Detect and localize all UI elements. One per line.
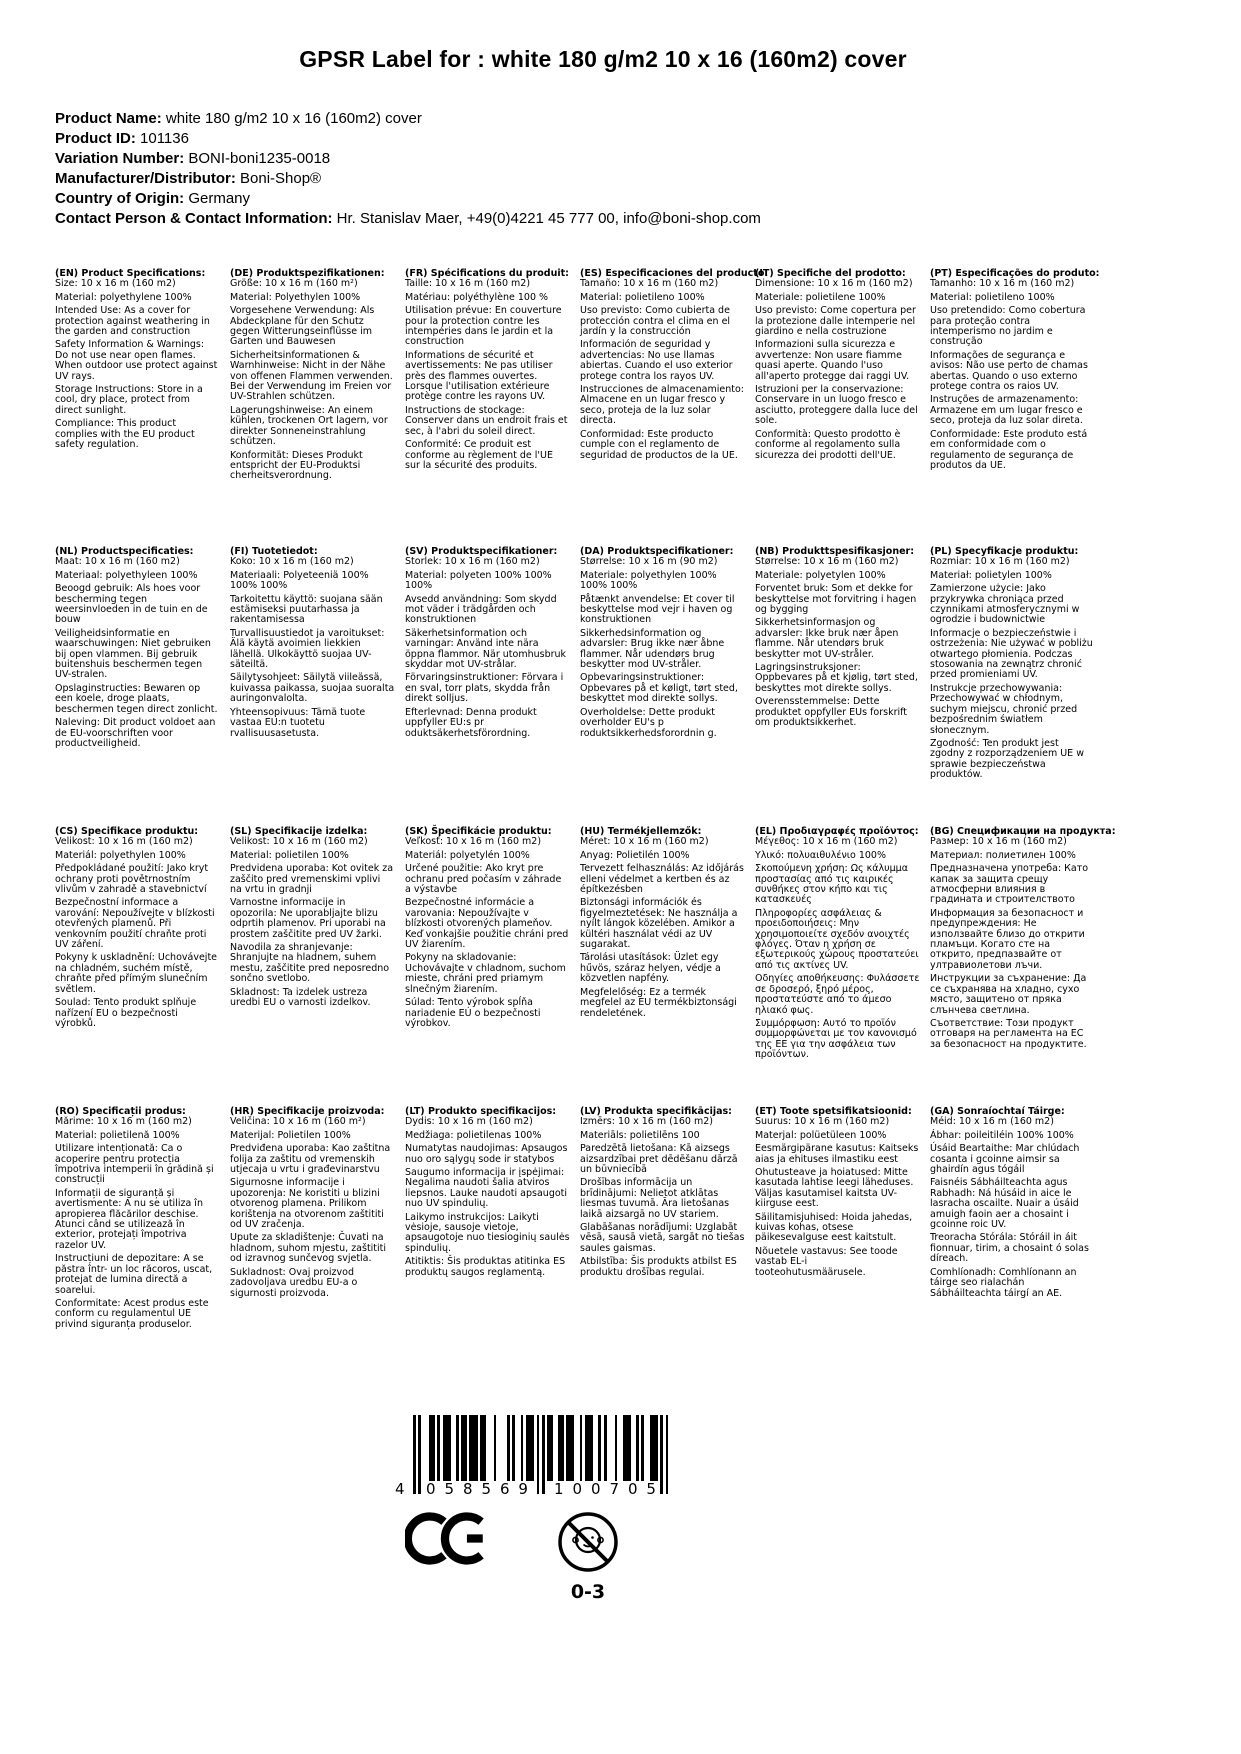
spec-paragraph: Sigurnosne informacije i upozorenja: Ne koristiti u blizini otvorenog plamena. Prilikom korištenja na otvorenom zaštititi od UV zračenja.: [230, 1177, 384, 1231]
spec-paragraph: Size: 10 x 16 m (160 m2): [55, 278, 176, 290]
product-info-row: [55, 129, 1241, 149]
spec-block-title: (RO) Specificații produs:: [55, 1106, 186, 1117]
spec-paragraph: Informations de sécurité et avertissements: Ne pas utiliser près des flammes ouvertes. Lorsque l'utilisation extérieure protège contre les rayons UV.: [405, 349, 553, 403]
spec-paragraph: Zamierzone użycie: Jako przykrywka chroniąca przed czynnikami atmosferycznymi w ogrodzie i budownictwie: [930, 583, 1080, 626]
spec-paragraph: Säilytysohjeet: Säilytä viileässä, kuivassa paikassa, suojaa suoralta auringonvalolta.: [230, 672, 395, 705]
spec-paragraph: Πληροφορίες ασφάλειας & προειδοποιήσεις: Μην χρησιμοποιείτε σχεδόν ανοιχτές φλόγες. Όταν η χρήση σε εξωτερικούς χώρους προστατεύει από τις ακτίνες UV.: [755, 907, 919, 971]
spec-paragraph: Compliance: This product complies with the EU product safety regulation.: [55, 418, 195, 451]
spec-paragraph: Rozmiar: 10 x 16 m (160 m2): [930, 556, 1070, 568]
spec-paragraph: Lagringsinstruksjoner: Oppbevares på et kjølig, tørt sted, beskyttes mot direkte sollys.: [755, 662, 918, 694]
barcode-digit: 5: [646, 1480, 656, 1498]
product-info-row: [55, 209, 1241, 229]
spec-paragraph: Velikost: 10 x 16 m (160 m2): [55, 836, 193, 848]
spec-paragraph: Tamaño: 10 x 16 m (160 m2): [580, 278, 719, 290]
spec-block-title: (PT) Especificações do produto:: [930, 268, 1100, 279]
spec-paragraph: Opslaginstructies: Bewaren op een koele, droge plaats, beschermen tegen direct zonlicht.: [55, 682, 218, 715]
spec-block-title: (PL) Specyfikacje produktu:: [930, 546, 1079, 557]
spec-block-es: [580, 268, 769, 547]
spec-block-title: (HR) Specifikacije proizvoda:: [230, 1106, 385, 1117]
spec-block-title: (SV) Produktspecifikationer:: [405, 546, 558, 557]
spec-paragraph: Υλικό: πολυαιθυλένιο 100%: [755, 849, 886, 861]
spec-block-title: (DE) Produktspezifikationen:: [230, 268, 385, 279]
spec-paragraph: Upute za skladištenje: Čuvati na hladnom, suhom mjestu, zaštititi od izravnog sunčevog svjetla.: [230, 1232, 387, 1265]
product-info-row: [55, 169, 1241, 189]
spec-paragraph: Informazioni sulla sicurezza e avvertenze: Non usare fiamme quasi aperte. Quando l'uso all'aperto protegge dai raggi UV.: [755, 339, 910, 382]
spec-paragraph: Súlad: Tento výrobok spĺňa nariadenie EÚ o bezpečnosti výrobkov.: [405, 997, 541, 1029]
spec-paragraph: Conformité: Ce produit est conforme au règlement de l'UE sur la sécurité des produits.: [405, 439, 553, 471]
spec-block-en: [55, 269, 220, 547]
spec-paragraph: Dydis: 10 x 16 m (160 m2): [405, 1116, 533, 1128]
product-info-label: Manufacturer/Distributor:: [55, 170, 236, 187]
product-info-label: Country of Origin:: [55, 190, 185, 207]
spec-paragraph: Koko: 10 x 16 m (160 m2): [230, 556, 354, 568]
barcode-digit: 5: [444, 1480, 455, 1498]
spec-paragraph: Material: polietilen 100%: [230, 849, 349, 861]
spec-paragraph: Medžiaga: polietilenas 100%: [405, 1129, 542, 1141]
spec-paragraph: Размер: 10 x 16 m (160 m2): [930, 836, 1067, 848]
product-info-row: [55, 149, 1241, 169]
spec-paragraph: Instructions de stockage: Conserver dans un endroit frais et sec, à l'abri du soleil direct.: [405, 404, 568, 437]
spec-paragraph: Veiligheidsinformatie en waarschuwingen: Niet gebruiken bij open vlammen. Bij gebruik buitenshuis beschermen tegen UV-stralen.: [55, 627, 211, 681]
spec-paragraph: Pokyny k uskladnění: Uchovávejte na chladném, suchém místě, chraňte před přímým slunečním světlem.: [55, 952, 218, 995]
spec-paragraph: Säilitamisjuhised: Hoida jahedas, kuivas kohas, otsese päikesevalguse eest kaitstult.: [755, 1211, 913, 1244]
spec-block-title: (FR) Spécifications du produit:: [405, 268, 569, 279]
spec-paragraph: Saugumo informacija ir įspėjimai: Negalima naudoti šalia atviros liepsnos. Lauke naudoti apsaugoti nuo UV spindulių.: [405, 1167, 568, 1210]
spec-paragraph: Materiaali: Polyeteeniä 100% 100% 100%: [230, 569, 369, 592]
spec-paragraph: Megfelelőség: Ez a termék megfelel az EU termékbiztonsági rendeletének.: [580, 986, 737, 1019]
spec-paragraph: Conformità: Questo prodotto è conforme al regolamento sulla sicurezza dei prodotti dell'UE.: [755, 428, 901, 461]
spec-paragraph: Veľkosť: 10 x 16 m (160 m2): [405, 836, 542, 848]
spec-paragraph: Naleving: Dit product voldoet aan de EU-voorschriften voor productveiligheid.: [55, 717, 216, 749]
spec-paragraph: Uso pretendido: Como cobertura para proteção contra intemperismo no jardim e construção: [930, 305, 1086, 348]
spec-paragraph: Lagerungshinweise: An einem kühlen, trockenen Ort lagern, vor direkter Sonneneinstrahlung schützen.: [230, 404, 388, 448]
spec-paragraph: Förvaringsinstruktioner: Förvara i en sval, torr plats, skydda från direkt solljus.: [405, 672, 564, 705]
spec-paragraph: Materiál: polyetylén 100%: [405, 849, 530, 861]
product-info-value: Germany: [184, 190, 251, 207]
spec-block-title: (FI) Tuotetiedot:: [230, 546, 318, 557]
spec-paragraph: Paredzētā lietošana: Kā aizsegs aizsardzībai pret dēdēšanu dārzā un būvniecībā: [580, 1143, 738, 1176]
barcode-right-digits: [554, 1480, 656, 1498]
spec-paragraph: Материал: полиетилен 100%: [930, 849, 1076, 861]
spec-paragraph: Forventet bruk: Som et dekke for beskyttelse mot forvitring i hagen og bygging: [755, 583, 917, 616]
spec-paragraph: Συμμόρφωση: Αυτό το προϊόν συμμορφώνεται με τον κανονισμό της ΕΕ για την ασφάλεια των προϊόντων.: [755, 1017, 917, 1061]
spec-paragraph: Materiale: polyetylen 100%: [755, 569, 886, 581]
spec-block-fr: [405, 269, 570, 547]
spec-paragraph: Izmērs: 10 x 16 m (160 m2): [580, 1116, 713, 1128]
spec-paragraph: Overholdelse: Dette produkt overholder EU's p roduktsikkerhedsforordnin g.: [580, 706, 717, 739]
spec-paragraph: Laikymo instrukcijos: Laikyti vėsioje, sausoje vietoje, apsaugotoje nuo tiesioginių saulės spindulių.: [405, 1211, 570, 1254]
spec-paragraph: Uso previsto: Come copertura per la protezione dalle intemperie nel giardino e nella costruzione: [755, 305, 916, 338]
spec-paragraph: Storlek: 10 x 16 m (160 m2): [405, 556, 540, 568]
spec-paragraph: Material: polyethylene 100%: [55, 291, 192, 303]
barcode-digit: 0: [572, 1480, 583, 1498]
spec-paragraph: Storage Instructions: Store in a cool, dry place, protect from direct sunlight.: [55, 384, 203, 416]
spec-paragraph: Numatytas naudojimas: Apsaugos nuo oro sąlygų sode ir statybos: [405, 1143, 568, 1165]
spec-block-hu: [580, 827, 745, 1107]
spec-paragraph: Material: polietilenă 100%: [55, 1129, 180, 1141]
spec-block-sv: [405, 547, 570, 827]
spec-block-nb: [755, 547, 920, 827]
spec-block-cs: [55, 827, 220, 1107]
spec-paragraph: Materiāls: polietilēns 100: [580, 1129, 700, 1141]
spec-paragraph: Skladnost: Ta izdelek ustreza uredbi EU o varnosti izdelkov.: [230, 986, 371, 1009]
spec-block-el: [755, 827, 920, 1107]
spec-paragraph: Οδηγίες αποθήκευσης: Φυλάσσετε σε δροσερό, ξηρό μέρος, προστατεύστε από το άμεσο ηλιακό φως.: [755, 973, 920, 1016]
spec-paragraph: Tervezett felhasználás: Az időjárás elleni védelmet a kertben és az építkezésben: [580, 863, 744, 896]
spec-paragraph: Určené použitie: Ako kryt pre ochranu pred počasím v záhrade a výstavbe: [405, 863, 562, 896]
spec-paragraph: Treoracha Stórála: Stóráil in áit fionnuar, tirim, a chosaint ó solas díreach.: [930, 1232, 1089, 1265]
spec-paragraph: Turvallisuustiedot ja varoitukset: Älä käytä avoimien liekkien lähellä. Ulkokäyttö suojaa UV-säteiltä.: [230, 627, 385, 671]
spec-paragraph: Информация за безопасност и предупреждения: Не използвайте близо до открити пламъци. Когато сте на открито, предпазвайте от ултравиолетови лъчи.: [930, 907, 1085, 971]
spec-paragraph: Инструкции за съхранение: Да се съхранява на хладно, сухо място, защитено от пряка слънчева светлина.: [930, 973, 1087, 1016]
spec-paragraph: Sukladnost: Ovaj proizvod zadovoljava uredbu EU-a o sigurnosti proizvoda.: [230, 1266, 358, 1299]
spec-paragraph: Materiál: polyethylen 100%: [55, 849, 186, 861]
spec-block-title: (LV) Produkta specifikācijas:: [580, 1106, 732, 1117]
spec-paragraph: Tamanho: 10 x 16 m (160 m2): [930, 278, 1075, 290]
product-info-label: Product Name:: [55, 110, 162, 127]
spec-paragraph: Sicherheitsinformationen & Warnhinweise: Nicht in der Nähe von offenen Flammen verwenden. Bei der Verwendung im Freien vor UV-Strahlen schützen.: [230, 349, 393, 403]
spec-paragraph: Taille: 10 x 16 m (160 m2): [405, 278, 531, 290]
spec-paragraph: Úsáid Beartaithe: Mar chlúdach cosanta i gcoinne aimsir sa ghairdín agus tógáil: [930, 1143, 1080, 1176]
barcode-digit: 6: [499, 1480, 510, 1498]
barcode-bar: [666, 1415, 669, 1494]
barcode-digit: 1: [554, 1480, 564, 1498]
spec-paragraph: Glabāšanas norādījumi: Uzglabāt vēsā, sausā vietā, sargāt no tiešas saules gaismas.: [580, 1222, 745, 1254]
spec-block-sl: [230, 827, 395, 1107]
spec-paragraph: Ábhar: poileitiléin 100% 100%: [930, 1129, 1074, 1141]
spec-paragraph: Información de seguridad y advertencias: No use llamas abiertas. Cuando el uso exterior protege contra los rayos UV.: [580, 339, 733, 382]
spec-paragraph: Comhlíonadh: Comhlíonann an táirge seo rialachán Sábháilteachta táirgí an AE.: [930, 1266, 1077, 1299]
spec-paragraph: Material: polietileno 100%: [930, 291, 1055, 303]
product-info-value: Boni-Shop®: [235, 170, 322, 187]
spec-paragraph: Utilisation prévue: En couverture pour la protection contre les intempéries dans le jardin et la construction: [405, 305, 562, 348]
spec-paragraph: Material: Polyethylen 100%: [230, 291, 361, 303]
spec-block-title: (GA) Sonraíochtaí Táirge:: [930, 1106, 1065, 1117]
barcode-first-digit: 4: [395, 1480, 405, 1498]
spec-paragraph: Mărime: 10 x 16 m (160 m2): [55, 1116, 192, 1128]
spec-block-title: (EN) Product Specifications:: [55, 268, 206, 279]
barcode: [395, 1415, 670, 1501]
barcode-digit: 7: [609, 1480, 619, 1498]
page-title: GPSR Label for : white 180 g/m2 10 x 16 (160m2) cover: [299, 46, 907, 72]
spec-paragraph: Instrucțiuni de depozitare: A se păstra într- un loc răcoros, uscat, protejat de lumina directă a soarelui.: [55, 1253, 213, 1296]
spec-block-pt: [930, 268, 1100, 547]
spec-paragraph: Tarkoitettu käyttö: suojana sään estämiseksi puutarhassa ja rakentamisessa: [230, 593, 383, 626]
spec-paragraph: Predviđena uporaba: Kao zaštitna folija za zaštitu od vremenskih utjecaja u vrtu i građevinarstvu: [230, 1143, 391, 1176]
product-info-row: [55, 189, 1241, 209]
spec-paragraph: Anyag: Polietilén 100%: [580, 849, 690, 861]
spec-paragraph: Bezpečnostné informácie a varovania: Nepoužívajte v blízkosti otvorených plameňov. Keď vonkajšie použitie chráni pred UV žiarením.: [405, 897, 569, 951]
spec-paragraph: Utilizare intenționată: Ca o acoperire pentru protecția împotriva intemperii în grădină și construcții: [55, 1143, 214, 1186]
barcode-digit: 9: [518, 1480, 528, 1498]
product-info-row: [55, 109, 1241, 129]
product-info-label: Variation Number:: [55, 150, 185, 167]
spec-paragraph: Material: polietileno 100%: [580, 291, 705, 303]
spec-paragraph: Instrucciones de almacenamiento: Almacene en un lugar fresco y seco, proteja de la luz solar directa.: [580, 384, 744, 427]
spec-paragraph: Ohutusteave ja hoiatused: Mitte kasutada lahtise leegi läheduses. Väljas kasutamisel kaitsta UV-kiirguse eest.: [755, 1167, 914, 1210]
spec-paragraph: Materiale: polietilene 100%: [755, 291, 886, 303]
spec-paragraph: Předpokládané použití: Jako kryt ochrany proti povětrnostním vlivům v zahradě a stavebnictví: [55, 863, 209, 896]
spec-paragraph: Съответствие: Този продукт отговаря на регламента на ЕС за безопасност на продуктите.: [930, 1017, 1087, 1050]
product-info-value: BONI-boni1235-0018: [184, 150, 331, 167]
spec-paragraph: Drošības informācija un brīdinājumi: Nelietot atklātas liesmas tuvumā. Āra lietošanas laikā aizsargā no UV stariem.: [580, 1177, 730, 1220]
product-info-label: Product ID:: [55, 130, 136, 147]
spec-paragraph: Material: polyeten 100% 100% 100%: [405, 569, 552, 592]
spec-block-ro: [55, 1107, 220, 1415]
spec-paragraph: Σκοπούμενη χρήση: Ως κάλυμμα προστασίας από τις καιρικές συνθήκες στον κήπο και τις κατασκευές: [755, 863, 908, 906]
spec-block-de: [230, 269, 395, 547]
spec-paragraph: Uso previsto: Como cubierta de protección contra el clima en el jardín y la construcción: [580, 305, 731, 338]
spec-block-title: (SL) Specifikacije izdelka:: [230, 826, 368, 837]
spec-paragraph: Safety Information & Warnings: Do not use near open flames. When outdoor use protect against UV rays.: [55, 339, 218, 382]
barcode-digit: 0: [426, 1480, 436, 1498]
spec-paragraph: Opbevaringsinstruktioner: Opbevares på et køligt, tørt sted, beskyttet mod direkte sollys.: [580, 672, 738, 705]
spec-paragraph: Pokyny na skladovanie: Uchovávajte v chladnom, suchom mieste, chráni pred priamym slnečným žiarením.: [405, 952, 566, 995]
spec-paragraph: Efterlevnad: Denna produkt uppfyller EU:s pr oduktsäkerhetsförordning.: [405, 706, 537, 739]
spec-paragraph: Faisnéis Sábháilteachta agus Rabhadh: Ná húsáid in aice le lasracha oscailte. Nuair a úsáid amuigh faoin aer a chosaint i gcoinne roic UV.: [930, 1177, 1079, 1231]
spec-block-hr: [230, 1107, 395, 1415]
footer: [55, 1415, 1241, 1603]
spec-paragraph: Materiał: polietylen 100%: [930, 569, 1052, 581]
spec-paragraph: Konformität: Dieses Produkt entspricht der EU-Produktsi cherheitsverordnung.: [230, 449, 363, 482]
spec-paragraph: Méret: 10 x 16 m (160 m2): [580, 836, 709, 848]
spec-block-ga: [930, 1107, 1095, 1415]
product-info-value: white 180 g/m2 10 x 16 (160m2) cover: [161, 110, 422, 127]
product-info-value: Hr. Stanislav Maer, +49(0)4221 45 777 00, info@boni-shop.com: [332, 210, 761, 227]
spec-block-bg: [930, 826, 1116, 1107]
spec-paragraph: Intended Use: As a cover for protection against weathering in the garden and construction: [55, 305, 210, 338]
spec-block-title: (NB) Produkttspesifikasjoner:: [755, 546, 915, 557]
spec-block-title: (NL) Productspecificaties:: [55, 546, 194, 557]
spec-paragraph: Matériau: polyéthylène 100 %: [405, 291, 549, 303]
spec-block-title: (HU) Termékjellemzők:: [580, 826, 702, 837]
spec-paragraph: Sikkerhetsinformasjon og advarsler: Ikke bruk nær åpen flamme. Når utendørs bruk beskytter mot UV-stråler.: [755, 617, 899, 660]
spec-block-lv: [580, 1107, 745, 1415]
spec-paragraph: Beoogd gebruik: Als hoes voor bescherming tegen weersinvloeden in de tuin en de bouw: [55, 583, 208, 626]
spec-paragraph: Säkerhetsinformation och varningar: Använd inte nära öppna flammor. När utomhusbruk skyddar mot UV-strålar.: [405, 627, 567, 671]
spec-paragraph: Soulad: Tento produkt splňuje nařízení EU o bezpečnosti výrobků.: [55, 997, 197, 1029]
product-info-label: Contact Person & Contact Information:: [55, 210, 333, 227]
ce-mark-icon: [405, 1511, 489, 1566]
spec-grid: [55, 269, 1241, 1415]
spec-block-title: (BG) Спецификации на продукта:: [930, 826, 1116, 837]
spec-paragraph: Conformidade: Este produto está em conformidade com o regulamento de segurança de produtos da UE.: [930, 428, 1088, 471]
spec-paragraph: Conformidad: Este producto cumple con el reglamento de seguridad de productos de la UE.: [580, 428, 738, 461]
spec-paragraph: Conformitate: Acest produs este conform cu regulamentul UE privind siguranța produselor.: [55, 1297, 209, 1330]
spec-paragraph: Informações de segurança e avisos: Não use perto de chamas abertas. Quando o uso externo protege contra os raios UV.: [930, 349, 1088, 393]
spec-paragraph: Yhteensopivuus: Tämä tuote vastaa EU:n tuotetu rvallisuusasetusta.: [230, 706, 366, 739]
spec-paragraph: Materjal: polüetüleen 100%: [755, 1129, 887, 1141]
spec-paragraph: Varnostne informacije in opozorila: Ne uporabljajte blizu odprtih plamenov. Pri uporabi na prostem zaščitite pred UV žarki.: [230, 897, 386, 940]
product-info: [55, 109, 1241, 229]
spec-paragraph: Μέγεθος: 10 x 16 m (160 m2): [755, 836, 898, 848]
spec-paragraph: Velikost: 10 x 16 m (160 m2): [230, 836, 368, 848]
barcode-digit: 0: [590, 1480, 601, 1498]
barcode-digit: 5: [481, 1480, 491, 1498]
age-warning-0-3-icon: [557, 1511, 619, 1603]
spec-paragraph: Größe: 10 x 16 m (160 m²): [230, 278, 358, 290]
spec-block-da: [580, 547, 745, 827]
spec-paragraph: Vorgesehene Verwendung: Als Abdeckplane für den Schutz gegen Witterungseinflüsse im Garten und Bauwesen: [230, 305, 375, 348]
spec-paragraph: Avsedd användning: Som skydd mot väder i trädgården och konstruktionen: [405, 593, 557, 626]
certification-marks: [405, 1511, 1241, 1603]
spec-paragraph: Nõuetele vastavus: See toode vastab EL-i tooteohutusmäärusele.: [755, 1245, 898, 1278]
spec-paragraph: Sikkerhedsinformation og advarsler: Brug ikke nær åbne flammer. Når udendørs brug beskytter mod UV-stråler.: [580, 627, 725, 671]
spec-paragraph: Instruções de armazenamento: Armazene em um lugar fresco e seco, proteja da luz solar direta.: [930, 394, 1083, 427]
spec-block-title: (SK) Špecifikácie produktu:: [405, 826, 552, 837]
spec-block-title: (DA) Produktspecifikationer:: [580, 546, 734, 557]
spec-paragraph: Materiaal: polyethyleen 100%: [55, 569, 198, 581]
spec-block-it: [755, 269, 920, 547]
barcode-digit: 8: [462, 1480, 473, 1498]
age-warning-label: 0-3: [570, 1581, 606, 1603]
spec-paragraph: Materiale: polyethylen 100% 100% 100%: [580, 569, 717, 592]
spec-paragraph: Zgodność: Ten produkt jest zgodny z rozporządzeniem UE w sprawie bezpieczeństwa produktów.: [930, 737, 1084, 781]
spec-block-sk: [405, 827, 570, 1107]
spec-block-title: (LT) Produkto specifikacijos:: [405, 1106, 557, 1117]
spec-paragraph: Atbilstība: Šis produkts atbilst ES produktu drošības regulai.: [580, 1256, 737, 1278]
spec-paragraph: Méid: 10 x 16 m (160 m2): [930, 1116, 1054, 1128]
product-info-value: 101136: [135, 130, 189, 147]
spec-block-title: (IT) Specifiche del prodotto:: [755, 268, 906, 279]
spec-paragraph: Dimensione: 10 x 16 m (160 m2): [755, 278, 913, 290]
spec-block-et: [755, 1107, 920, 1415]
spec-paragraph: Veličina: 10 x 16 m (160 m²): [230, 1116, 366, 1128]
spec-paragraph: Tárolási utasítások: Üzlet egy hűvös, száraz helyen, védje a közvetlen napfény.: [580, 952, 721, 985]
spec-paragraph: Informacje o bezpieczeństwie i ostrzeżenia: Nie używać w pobliżu otwartego płomienia. Podczas stosowania na zewnątrz chronić przed promieniami UV.: [930, 627, 1093, 681]
spec-block-pl: [930, 547, 1095, 827]
spec-paragraph: Maat: 10 x 16 m (160 m2): [55, 556, 180, 568]
spec-paragraph: Atitiktis: Šis produktas atitinka ES produktų saugos reglamentą.: [405, 1256, 566, 1278]
spec-block-title: (CS) Specifikace produktu:: [55, 826, 199, 837]
spec-paragraph: Bezpečnostní informace a varování: Nepoužívejte v blízkosti otevřených plamenů. Při venkovním použití chraňte proti UV záření.: [55, 897, 215, 951]
spec-paragraph: Suurus: 10 x 16 m (160 m2): [755, 1116, 890, 1128]
spec-paragraph: Предназначена употреба: Като капак за защита срещу атмосферни влияния в градината и строителството: [930, 863, 1089, 906]
spec-paragraph: Biztonsági információk és figyelmeztetések: Ne használja a nyílt lángok közelében. Amikor a kültéri használat védi az UV sugarakat.: [580, 897, 738, 951]
spec-paragraph: Istruzioni per la conservazione: Conservare in un luogo fresco e asciutto, proteggere dalla luce del sole.: [755, 384, 918, 427]
spec-paragraph: Størrelse: 10 x 16 m (160 m2): [755, 556, 899, 568]
spec-paragraph: Informații de siguranță și avertismente: A nu se utiliza în apropierea flăcărilor deschise. Atunci când se utilizează în exterior, protejați împotriva razelor UV.: [55, 1187, 203, 1251]
barcode-digit: 0: [627, 1480, 638, 1498]
spec-block-lt: [405, 1107, 570, 1415]
spec-paragraph: Materijal: Polietilen 100%: [230, 1129, 351, 1141]
spec-block-nl: [55, 547, 220, 827]
spec-paragraph: Størrelse: 10 x 16 m (90 m2): [580, 556, 718, 568]
spec-paragraph: Navodila za shranjevanje: Shranjujte na hladnem, suhem mestu, zaščitite pred neposredno sončno svetlobo.: [230, 942, 390, 985]
barcode-left-digits: [426, 1480, 528, 1498]
spec-block-fi: [230, 547, 395, 827]
spec-paragraph: Eesmärgipärane kasutus: Kaitseks aias ja ehituses ilmastiku eest: [755, 1143, 919, 1165]
spec-block-title: (ET) Toote spetsifikatsioonid:: [755, 1106, 912, 1117]
spec-paragraph: Instrukcje przechowywania: Przechowywać w chłodnym, suchym miejscu, chronić przed bezpośrednim światłem słonecznym.: [930, 682, 1078, 736]
spec-paragraph: Predvidena uporaba: Kot ovitek za zaščito pred vremenskimi vplivi na vrtu in gradnji: [230, 863, 394, 896]
spec-block-title: (EL) Προδιαγραφές προϊόντος:: [755, 826, 919, 837]
spec-paragraph: Overensstemmelse: Dette produktet oppfyller EUs forskrift om produktsikkerhet.: [755, 696, 908, 729]
spec-block-title: (ES) Especificaciones del producto:: [580, 268, 769, 279]
spec-paragraph: Påtænkt anvendelse: Et cover til beskyttelse mod vejr i haven og konstruktionen: [580, 593, 735, 626]
